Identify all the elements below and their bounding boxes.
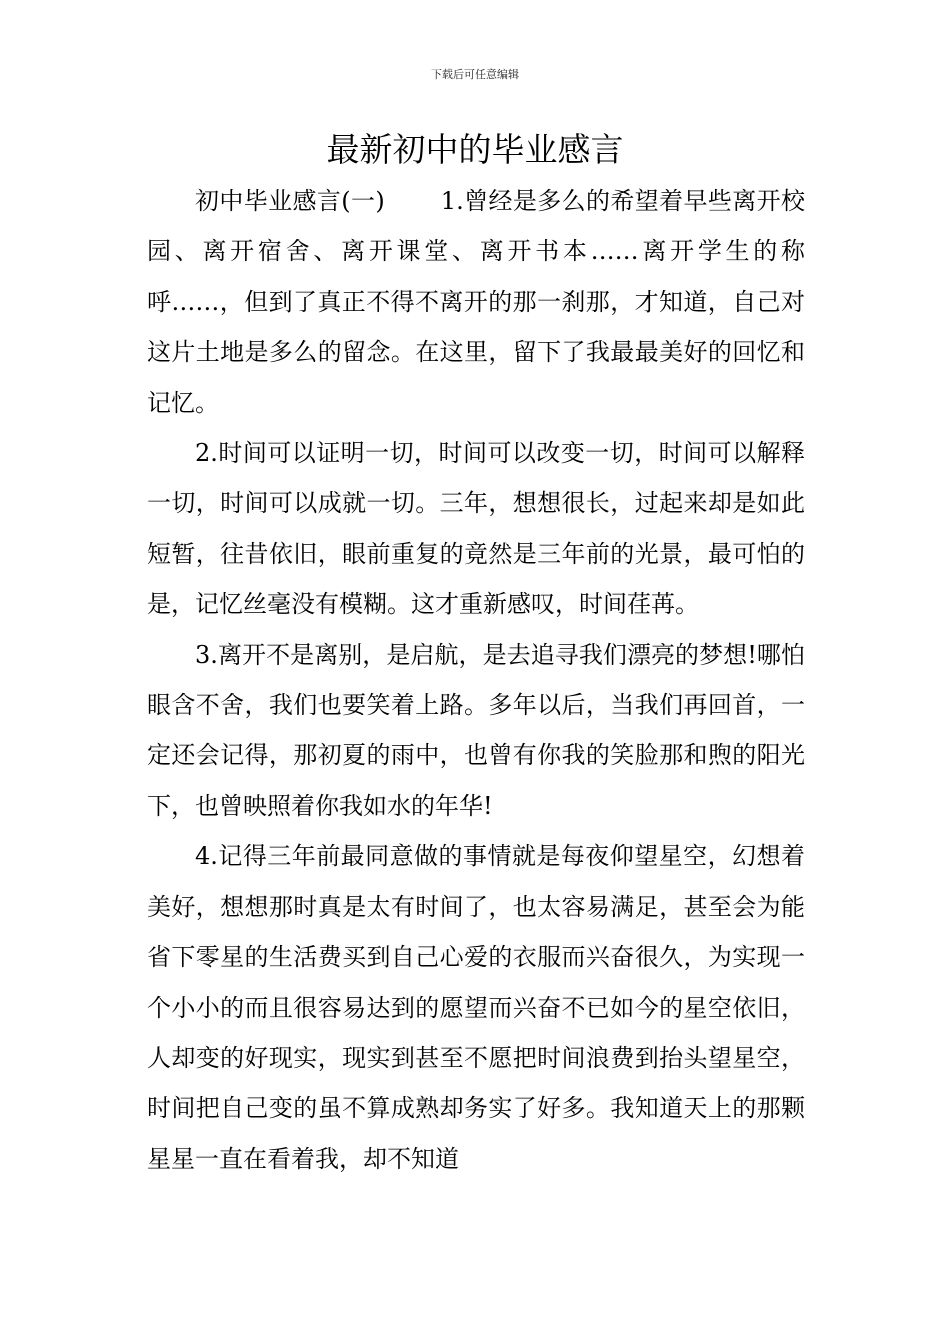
document-title: 最新初中的毕业感言 [326,130,624,169]
section-heading: 初中毕业感言(一) [195,187,385,215]
paragraph-1-text: 1.曾经是多么的希望着早些离开校园、离开宿舍、离开课堂、离开书本……离开学生的称呼……，但到了真正不得不离开的那一刹那，才知道，自己对这片土地是多么的留念。在这里，留下了我最最美好的回忆和记忆。 [147,187,805,417]
paragraph-4: 4.记得三年前最同意做的事情就是每夜仰望星空，幻想着美好，想想那时真是太有时间了，也太容易满足，甚至会为能省下零星的生活费买到自己心爱的衣服而兴奋很久，为实现一个小小的而且很容易达到的愿望而兴奋不已如今的星空依旧，人却变的好现实，现实到甚至不愿把时间浪费到抬头望星空，时间把自己变的虽不算成熟却务实了好多。我知道天上的那颗星星一直在看着我，却不知道 [147,842,805,1173]
header-note: 下载后可任意编辑 [431,68,519,81]
document-body [147,176,805,1184]
paragraph-2: 2.时间可以证明一切，时间可以改变一切，时间可以解释一切，时间可以成就一切。三年，想想很长，过起来却是如此短暂，往昔依旧，眼前重复的竟然是三年前的光景，最可怕的是，记忆丝毫没有模糊。这才重新感叹，时间荏苒。 [147,439,805,619]
paragraph-3: 3.离开不是离别，是启航，是去追寻我们漂亮的梦想!哪怕眼含不舍，我们也要笑着上路。多年以后，当我们再回首，一定还会记得，那初夏的雨中，也曾有你我的笑脸那和煦的阳光下，也曾映照着你我如水的年华! [147,640,805,820]
paragraph-1 [147,176,805,428]
